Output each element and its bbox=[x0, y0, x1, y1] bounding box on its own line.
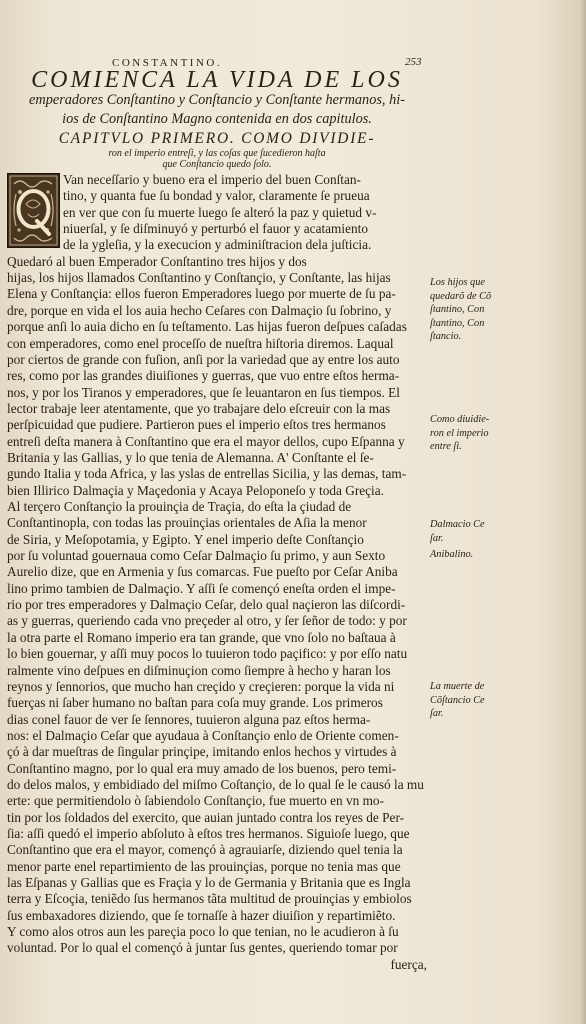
text-line: entreſi deſta manera à Conſtantino que era el mayor dellos, cupo Eſpanna y bbox=[7, 433, 405, 449]
page-edge-shadow bbox=[580, 0, 586, 1024]
page-number: 253 bbox=[405, 56, 422, 68]
subtitle-line-2: ios de Conſtantino Magno contenida en dos capitulos. bbox=[62, 111, 372, 127]
text-line: en ver que con ſu muerte luego ſe alteró la paz y quietud v- bbox=[63, 204, 377, 220]
text-line: Y como alos otros aun les pareçia poco lo que tenian, no le acudieron à ſu bbox=[7, 924, 399, 940]
margin-note-hijos bbox=[430, 276, 491, 344]
margin-note-line: Como diuidie- bbox=[430, 414, 490, 425]
text-line: lector trabaje leer atentamente, que yo trabajare delo eſcreuir con la mas bbox=[7, 400, 391, 416]
text-line: por ciertos de grande con fuſion, anſi por la variedad que ay entre los auto bbox=[7, 351, 400, 367]
margin-note-line: ſtantino, Con bbox=[430, 317, 485, 329]
margin-note-line: La muerte de bbox=[430, 681, 485, 692]
margin-note-muerte bbox=[430, 680, 485, 721]
text-line: tino, y quanta fue ſu bondad y valor, claramente ſe prueua bbox=[63, 188, 370, 204]
text-line: voluntad. Por lo qual el començó à juntar ſus gentes, queriendo tomar por bbox=[7, 940, 398, 956]
margin-note-line: Los hijos que bbox=[430, 277, 485, 288]
margin-note-line: ſtancio. bbox=[430, 331, 462, 343]
text-line: tin por los ſoldados del exercito, que auian juntado contra los reyes de Per- bbox=[7, 809, 405, 825]
margin-note-diuidieron bbox=[430, 413, 489, 454]
text-line: Conſtantinopla, con todas las prouinçias orientales de Aſia la menor bbox=[7, 515, 367, 531]
text-line: de la ygleſia, y la execucion y adminiſtracion dela juſticia. bbox=[63, 237, 372, 253]
text-line: ſus embaxadores diziendo, que ſe tornaſſe à hazer diuiſion y repartimiẽto. bbox=[7, 907, 396, 923]
text-line: dias conel fauor de ver ſe ſennores, tuuieron alguna paz eſtos herma- bbox=[7, 711, 371, 727]
margin-note-line: Anibalino. bbox=[430, 549, 474, 560]
text-line: de Siria, y Meſopotamia, y Egipto. Y enel imperio deſte Conſtançio bbox=[7, 531, 364, 547]
text-line: Conſtantino magno, por lo qual era muy amado de los buenos, pero temi- bbox=[7, 760, 397, 776]
text-line: gundo Italia y toda Africa, y las yslas de entrellas Sicilia, y las demas, tam- bbox=[7, 466, 407, 482]
text-line: con emperadores, como enel proceſſo de nueſtra hiſtoria diremos. Laqual bbox=[7, 335, 394, 351]
text-line: porque anſi lo auia dicho en ſu teſtamento. Las hijas fueron deſpues caſadas bbox=[7, 319, 407, 335]
text-line: res, como por las grandes diuiſiones y guerras, que vuo entre eſtos herma- bbox=[7, 368, 400, 384]
margin-note-anibalino bbox=[430, 548, 473, 562]
margin-note-line: Dalmacio Ce bbox=[430, 519, 485, 530]
text-line: do delos malos, y embidiado del miſmo Coſtançio, de lo qual ſe le causó la mu bbox=[7, 776, 424, 792]
text-line: ſia: aſſi quedó el imperio abſoluto à eſtos tres hermanos. Siguioſe luego, que bbox=[7, 826, 410, 841]
text-line: ralmente vino deſpues en diſminuçion como ſiempre à hecho y haran los bbox=[7, 662, 391, 678]
text-line: hijas, los hijos llamados Conſtantino y Conſtançio, y Conſtante, las hijas bbox=[7, 270, 391, 286]
main-title: COMIENCA LA VIDA DE LOS bbox=[31, 67, 403, 93]
catchword: fuerça, bbox=[390, 956, 427, 972]
chapter-summary-line-1: ron el imperio entreſi, y las coſas que ſucedieron haſta bbox=[108, 148, 326, 159]
text-line: menor parte enel repartimiento de las prouinçias, porque no tenia mas que bbox=[7, 858, 401, 874]
text-line: Quedaró al buen Emperador Conſtantino tres hijos y dos bbox=[7, 253, 307, 269]
text-line: lino primo tambien de Dalmaçio. Y aſſi ſe començó eneſta orden el impe- bbox=[7, 580, 396, 596]
margin-note-line: ſar. bbox=[430, 708, 444, 720]
text-line: reynos y ſennorios, que mucho han creçido y creçieren: porque la vida ni bbox=[7, 678, 395, 694]
text-line: Al terçero Conſtançio la prouinçia de Traçia, do eſta la çiudad de bbox=[7, 499, 352, 514]
margin-note-line: Cõſtancio Ce bbox=[430, 694, 485, 706]
margin-note-line: ſar. bbox=[430, 532, 444, 544]
text-line: Britania y las Gallias, y lo que tenia de Alemanna. A' Conſtante el ſe- bbox=[7, 449, 374, 465]
chapter-summary-line-2: que Conſtancio quedo ſolo. bbox=[162, 159, 272, 170]
text-line: Van neceſſario y bueno era el imperio del buen Conſtan- bbox=[63, 172, 361, 187]
text-line: çó à dar mueſtras de ſingular prinçipe, imitando enlos hechos y virtudes à bbox=[7, 744, 397, 760]
text-line: las Eſpanas y Gallias que es Fraçia y lo de Germania y Britania que es Ingla bbox=[7, 875, 411, 891]
text-line: as y guerras, queriendo cada vno preçeder al otro, y ſer ſeñor de todo: y por bbox=[7, 613, 407, 629]
text-line: Aurelio dize, que en Armenia y ſus comarcas. Fue pueſto por Ceſar Aniba bbox=[7, 564, 398, 580]
margin-note-dalmacio bbox=[430, 518, 485, 545]
subtitle-line-1: emperadores Conſtantino y Conſtancio y Conſtante hermanos, hi- bbox=[29, 92, 405, 108]
margin-note-line: ſtantino, Con bbox=[430, 304, 485, 316]
text-line: nos, y por los Tiranos y emperadores, que ſe leuantaron en ſus tiempos. El bbox=[7, 384, 400, 400]
text-line: por ſu voluntad gouernaua como Ceſar Dalmaçio ſu primo, y aun Sexto bbox=[7, 548, 386, 564]
margin-note-line: quedarõ de Cõ bbox=[430, 290, 492, 302]
text-line: bien Illirico Dalmaçia y Maçedonia y Acaya Peloponeſo y toda Greçia. bbox=[7, 482, 384, 498]
text-line: dre, porque en vida el los auia hecho Ceſares con Dalmaçio ſu ſobrino, y bbox=[7, 302, 392, 318]
running-title: CONSTANTINO. bbox=[112, 57, 223, 69]
margin-note-line: entre ſi. bbox=[430, 441, 462, 453]
text-line: niuerſal, y ſe diſminuyó y perturbó el fauor y acatamiento bbox=[63, 221, 368, 237]
text-line: lo bien gouernar, y aſſi muy pocos lo tuuieron todo paçifico: y por eſſo natu bbox=[7, 646, 408, 662]
chapter-heading: CAPITVLO PRIMERO. COMO DIVIDIE- bbox=[58, 130, 376, 147]
margin-note-line: ron el imperio bbox=[430, 427, 489, 439]
text-line: rio por tres emperadores y Dalmaçio Ceſar, delo qual naçieron las diſcordi- bbox=[7, 597, 406, 613]
text-line: la otra parte el Romano imperio era tan grande, que vno ſolo no baſtaua à bbox=[7, 629, 396, 645]
body-text bbox=[7, 172, 427, 972]
text-line: erte: que permitiendolo ò ſabiendolo Conſtançio, fue muerto en vn mo- bbox=[7, 793, 385, 809]
text-line: nos: el Dalmaçio Ceſar que ayudaua à Conſtançio enlo de Oriente comen- bbox=[7, 727, 399, 743]
text-line: fuerças ni ſaber humano no baſtan para coſa muy grande. Los primeros bbox=[7, 695, 383, 711]
text-line: terra y Eſcoçia, teniẽdo ſus hermanos tãta multitud de prouinçias y embiolos bbox=[7, 891, 412, 907]
text-line: perſpicuidad que pudiere. Partieron pues el imperio eſtos tres hermanos bbox=[7, 417, 386, 433]
text-line: Elena y Conſtançia: ellos fueron Emperadores luego por muerte de ſu pa- bbox=[7, 286, 396, 302]
text-line: Conſtantino que era el mayor, començó à agrauiarſe, diziendo quel tenia la bbox=[7, 842, 403, 858]
